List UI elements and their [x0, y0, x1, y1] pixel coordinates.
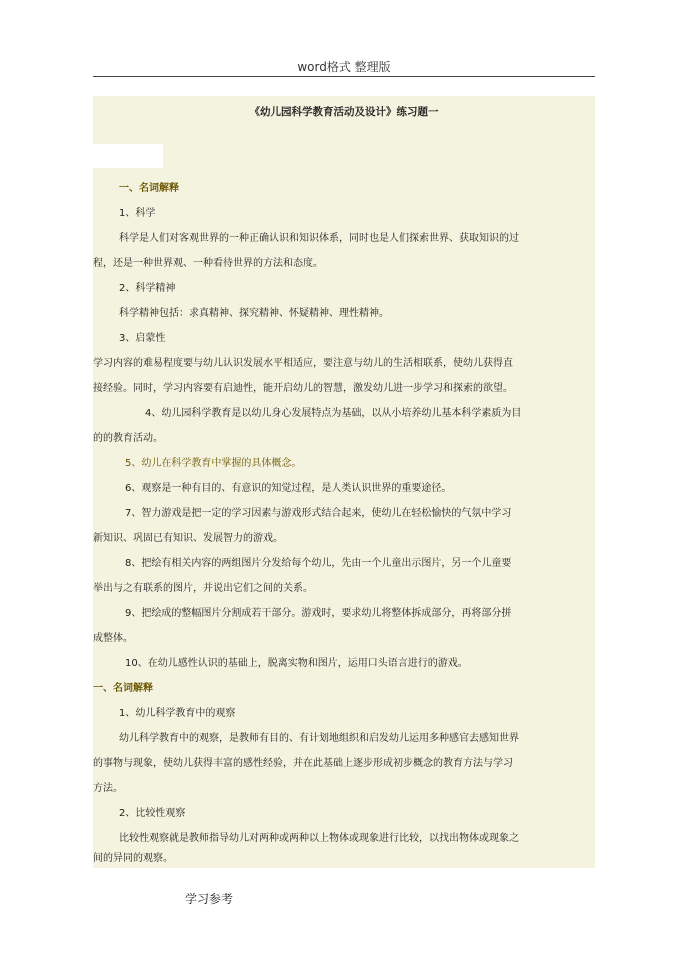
paragraph-line: 新知识、巩固已有知识、发展智力的游戏。 [93, 533, 283, 544]
paragraph-line: 9、把绘成的整幅图片分割成若干部分。游戏时，要求幼儿将整体拆成部分，再将部分拼 [125, 608, 512, 619]
paragraph-line: 幼儿科学教育中的观察，是教师有目的、有计划地组织和启发幼儿运用多种感官去感知世界 [119, 733, 519, 744]
paragraph-line: 的事物与现象，使幼儿获得丰富的感性经验，并在此基础上逐步形成初步概念的教育方法与学习 [93, 758, 513, 769]
paragraph-line: 科学是人们对客观世界的一种正确认识和知识体系，同时也是人们探索世界、获取知识的过 [119, 233, 519, 244]
document-title: 《幼儿园科学教育活动及设计》练习题一 [249, 106, 439, 118]
paragraph-line: 方法。 [93, 783, 123, 794]
term-heading: 2、科学精神 [119, 283, 176, 294]
term-heading: 2、比较性观察 [119, 808, 186, 819]
section-heading: 一、名词解释 [93, 683, 153, 694]
page-header: word格式 整理版 [297, 60, 391, 74]
paragraph-line: 举出与之有联系的图片，并说出它们之间的关系。 [93, 583, 313, 594]
paragraph-line: 6、观察是一种有目的、有意识的知觉过程，是人类认识世界的重要途径。 [125, 483, 452, 494]
term-heading: 3、启蒙性 [119, 333, 166, 344]
term-heading: 1、科学 [119, 208, 156, 219]
section-heading: 一、名词解释 [119, 183, 179, 194]
document-body [93, 96, 595, 868]
page-footer: 学习参考 [185, 892, 234, 906]
paragraph-line: 8、把绘有相关内容的两组图片分发给每个幼儿，先由一个儿童出示图片，另一个儿童要 [125, 558, 512, 569]
paragraph-line: 接经验。同时，学习内容要有启迪性，能开启幼儿的智慧，激发幼儿进一步学习和探索的欲望。 [93, 383, 513, 394]
blank-block [93, 144, 163, 168]
paragraph-line: 间的异同的观察。 [93, 853, 173, 864]
paragraph-line: 程，还是一种世界观、一种看待世界的方法和态度。 [93, 258, 323, 269]
paragraph-line: 7、智力游戏是把一定的学习因素与游戏形式结合起来，使幼儿在轻松愉快的气氛中学习 [125, 508, 512, 519]
paragraph-line: 学习内容的难易程度要与幼儿认识发展水平相适应，要注意与幼儿的生活相联系，使幼儿获得直 [93, 358, 513, 369]
paragraph-line: 5、幼儿在科学教育中掌握的具体概念。 [125, 458, 302, 469]
paragraph-line: 的的教育活动。 [93, 433, 163, 444]
header-divider [93, 76, 595, 77]
paragraph-line: 比较性观察就是教师指导幼儿对两种或两种以上物体或现象进行比较，以找出物体或现象之 [119, 833, 519, 844]
paragraph-line: 科学精神包括：求真精神、探究精神、怀疑精神、理性精神。 [119, 308, 389, 319]
paragraph-line: 10、在幼儿感性认识的基础上，脱离实物和图片，运用口头语言进行的游戏。 [125, 658, 468, 669]
paragraph-line: 4、幼儿园科学教育是以幼儿身心发展特点为基础，以从小培养幼儿基本科学素质为目 [145, 408, 522, 419]
paragraph-line: 成整体。 [93, 633, 133, 644]
term-heading: 1、幼儿科学教育中的观察 [119, 708, 236, 719]
